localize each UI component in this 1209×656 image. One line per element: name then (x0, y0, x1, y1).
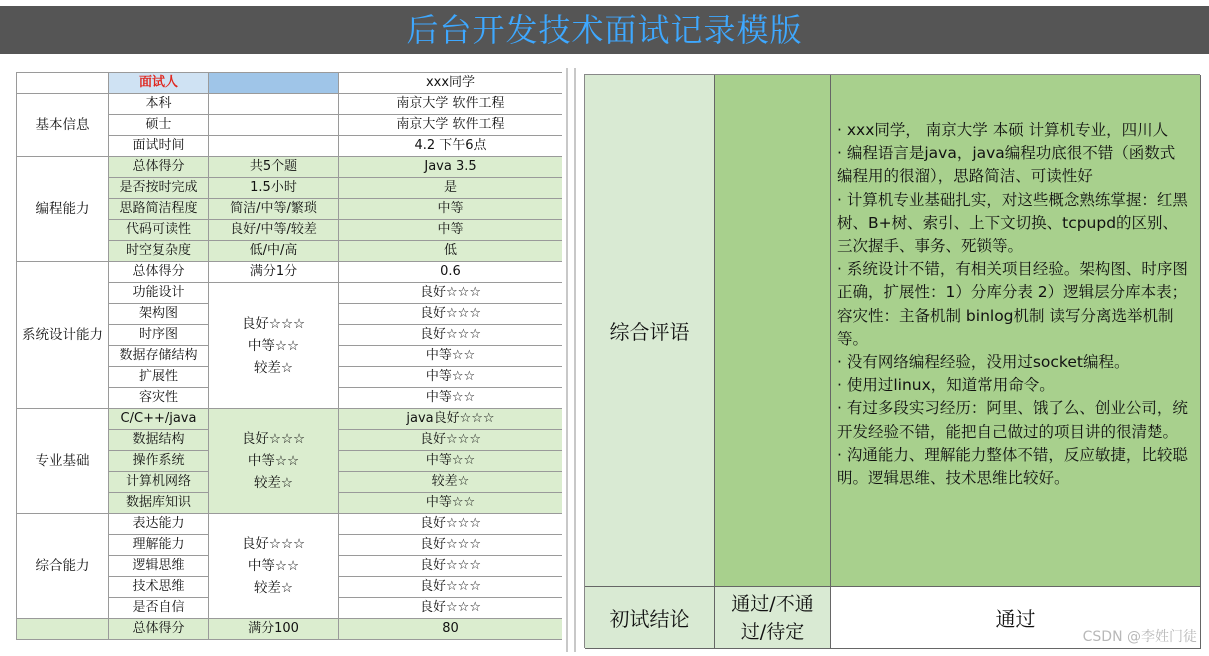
category-cell (17, 619, 109, 640)
conclusion-result: 通过 (831, 587, 1201, 649)
header-blue-cell (209, 73, 339, 94)
rating-scale-line: 良好☆☆☆ (241, 536, 306, 552)
value-cell: 良好☆☆☆ (339, 283, 563, 304)
value-cell: 良好☆☆☆ (339, 556, 563, 577)
rating-scale-line: 较差☆ (253, 359, 294, 376)
rating-scale-line: 较差☆ (253, 475, 294, 491)
item-cell: 容灾性 (109, 388, 209, 409)
category-cell: 综合能力 (17, 514, 109, 619)
criteria-cell: 简洁/中等/繁琐 (209, 199, 339, 220)
criteria-cell: 满分1分 (209, 262, 339, 283)
score-table (16, 72, 562, 640)
conclusion-options: 通过/不通过/待定 (715, 587, 831, 649)
conclusion-label: 初试结论 (585, 587, 715, 649)
item-cell: 操作系统 (109, 451, 209, 472)
table-row (17, 94, 563, 115)
item-cell: 数据库知识 (109, 493, 209, 514)
table-row (17, 262, 563, 283)
criteria-cell: 共5个题 (209, 157, 339, 178)
item-cell: 计算机网络 (109, 472, 209, 493)
item-cell: 是否按时完成 (109, 178, 209, 199)
value-cell: 中等 (339, 199, 563, 220)
evaluation-sheet (584, 74, 1200, 648)
value-cell: 良好☆☆☆ (339, 577, 563, 598)
comment-line: · 沟通能力、理解能力整体不错，反应敏捷，比较聪明。逻辑思维、技术思维比较好。 (837, 445, 1188, 488)
value-cell: 良好☆☆☆ (339, 598, 563, 619)
comment-line: · 计算机专业基础扎实，对这些概念熟练掌握：红黑树、B+树、索引、上下文切换、tcpupd的区别、三次握手、事务、死锁等。 (837, 190, 1188, 256)
category-cell: 基本信息 (17, 94, 109, 157)
item-cell: 逻辑思维 (109, 556, 209, 577)
rating-scale-cell (209, 514, 339, 619)
item-cell: 本科 (109, 94, 209, 115)
item-cell: 功能设计 (109, 283, 209, 304)
item-cell: 面试时间 (109, 136, 209, 157)
item-cell: 数据存储结构 (109, 346, 209, 367)
item-cell: 架构图 (109, 304, 209, 325)
value-cell: 良好☆☆☆ (339, 430, 563, 451)
watermark: CSDN @李姓门徒 (1082, 629, 1197, 645)
comment-blank-cell (715, 75, 831, 587)
sheet-divider (566, 68, 568, 652)
category-cell: 系统设计能力 (17, 262, 109, 409)
criteria-cell (209, 94, 339, 115)
value-cell: java良好☆☆☆ (339, 409, 563, 430)
criteria-cell (209, 115, 339, 136)
value-cell: 80 (339, 619, 563, 640)
comment-line: · xxx同学， 南京大学 本硕 计算机专业，四川人 (837, 121, 1169, 139)
rating-scale-cell (209, 409, 339, 514)
table-row (17, 514, 563, 535)
comment-line: · 没有网络编程经验，没用过socket编程。 (837, 353, 1130, 372)
value-cell: 较差☆ (339, 472, 563, 493)
value-cell: 中等☆☆ (339, 346, 563, 367)
item-cell: 思路简洁程度 (109, 199, 209, 220)
item-cell: 硕士 (109, 115, 209, 136)
value-cell: 良好☆☆☆ (339, 325, 563, 346)
rating-scale-line: 良好☆☆☆ (241, 315, 306, 332)
comment-line: · 使用过linux，知道常用命令。 (837, 376, 1055, 395)
value-cell: 低 (339, 241, 563, 262)
rating-scale-line: 较差☆ (253, 580, 294, 596)
table-row (17, 409, 563, 430)
comment-line: · 有过多段实习经历：阿里、饿了么、创业公司，统开发经验不错，能把自己做过的项目讲的很清楚。 (837, 399, 1188, 441)
item-cell: 总体得分 (109, 157, 209, 178)
interview-score-sheet (16, 72, 562, 650)
item-cell: 时空复杂度 (109, 241, 209, 262)
item-cell: 理解能力 (109, 535, 209, 556)
value-cell: 良好☆☆☆ (339, 535, 563, 556)
rating-scale-line: 良好☆☆☆ (241, 431, 306, 447)
rating-scale-cell (209, 283, 339, 409)
header-blank-cell (17, 73, 109, 94)
table-row (17, 157, 563, 178)
candidate-name: xxx同学 (339, 73, 563, 94)
category-cell: 专业基础 (17, 409, 109, 514)
value-cell: 是 (339, 178, 563, 199)
value-cell: 南京大学 软件工程 (339, 115, 563, 136)
item-cell: 代码可读性 (109, 220, 209, 241)
category-cell: 编程能力 (17, 157, 109, 262)
criteria-cell: 满分100 (209, 619, 339, 640)
item-cell: 扩展性 (109, 367, 209, 388)
value-cell: 中等☆☆ (339, 493, 563, 514)
rating-scale-line: 中等☆☆ (247, 453, 300, 469)
value-cell: 中等☆☆ (339, 451, 563, 472)
value-cell: 中等 (339, 220, 563, 241)
page-title: 后台开发技术面试记录模版 (0, 6, 1209, 54)
criteria-cell: 1.5小时 (209, 178, 339, 199)
table-row (17, 619, 563, 640)
comment-line: · 系统设计不错，有相关项目经验。架构图、时序图正确，扩展性：1）分库分表 2）逻辑层分库本表；容灾性：主备机制 binlog机制 读写分离选举机制等。 (837, 260, 1188, 348)
comment-text (831, 75, 1201, 587)
criteria-cell: 低/中/高 (209, 241, 339, 262)
item-cell: 数据结构 (109, 430, 209, 451)
value-cell: 中等☆☆ (339, 388, 563, 409)
value-cell: 良好☆☆☆ (339, 304, 563, 325)
value-cell: 4.2 下午6点 (339, 136, 563, 157)
value-cell: Java 3.5 (339, 157, 563, 178)
comment-line: · 编程语言是java，java编程功底很不错（函数式编程用的很溜），思路简洁、可读性好 (837, 144, 1176, 186)
item-cell: 总体得分 (109, 262, 209, 283)
rating-scale-line: 中等☆☆ (247, 558, 300, 574)
rating-scale-line: 中等☆☆ (247, 337, 300, 354)
header-row (17, 73, 563, 94)
item-cell: 总体得分 (109, 619, 209, 640)
comment-label: 综合评语 (585, 75, 715, 587)
value-cell: 中等☆☆ (339, 367, 563, 388)
value-cell: 良好☆☆☆ (339, 514, 563, 535)
criteria-cell: 良好/中等/较差 (209, 220, 339, 241)
value-cell: 南京大学 软件工程 (339, 94, 563, 115)
item-cell: 是否自信 (109, 598, 209, 619)
item-cell: C/C++/java (109, 409, 209, 430)
criteria-cell (209, 136, 339, 157)
item-cell: 时序图 (109, 325, 209, 346)
item-cell: 技术思维 (109, 577, 209, 598)
interviewer-label: 面试人 (109, 73, 209, 94)
sheet-divider (574, 68, 576, 652)
value-cell: 0.6 (339, 262, 563, 283)
item-cell: 表达能力 (109, 514, 209, 535)
